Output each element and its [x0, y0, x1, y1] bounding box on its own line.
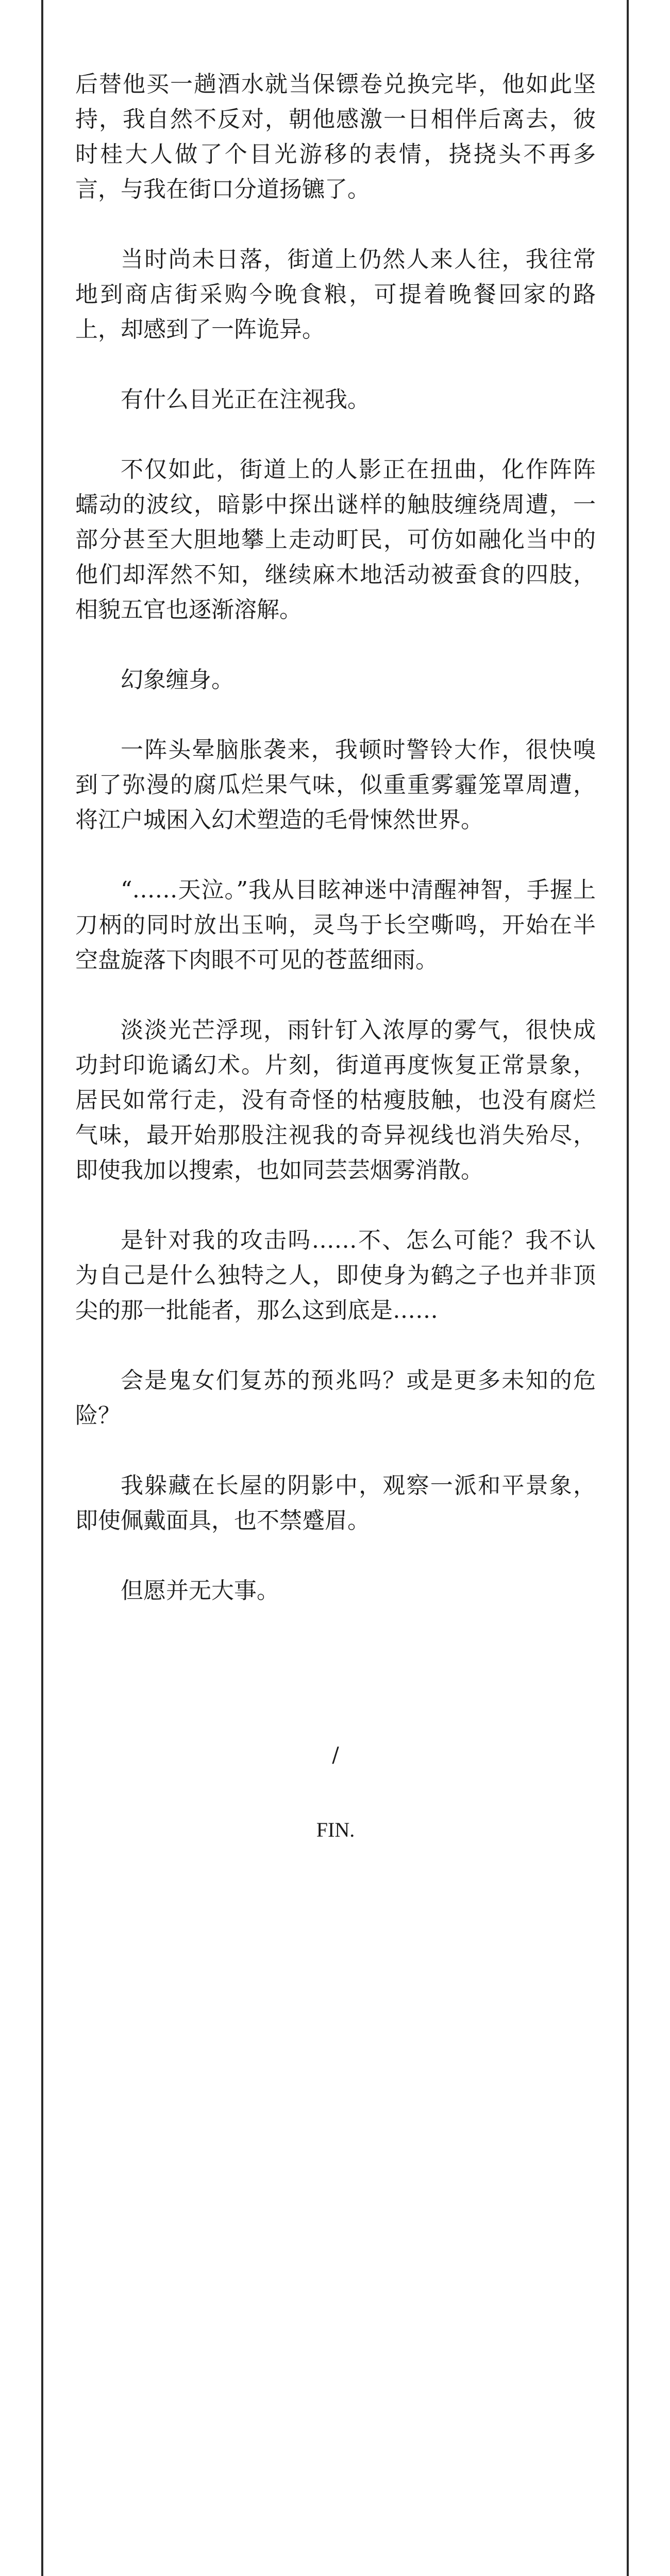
paragraph: 是针对我的攻击吗……不、怎么可能？我不认为自己是什么独特之人，即使身为鹤之子也并非顶尖的那一批能者，那么这到底是…… — [75, 1227, 596, 1324]
paragraph: 会是鬼女们复苏的预兆吗？或是更多未知的危险？ — [75, 1367, 596, 1429]
paragraph: 但愿并无大事。 — [121, 1578, 279, 1604]
paragraph: 一阵头晕脑胀袭来，我顿时警铃大作，很快嗅到了弥漫的腐瓜烂果气味，似重重雾霾笼罩周遭，将江户城困入幻术塑造的毛骨悚然世界。 — [75, 737, 596, 833]
paragraph: 当时尚未日落，街道上仍然人来人往，我往常地到商店街采购今晚食粮，可提着晚餐回家的路上，却感到了一阵诡异。 — [75, 246, 596, 343]
paragraph: “……天泣。”我从目眩神迷中清醒神智，手握上刀柄的同时放出玉响，灵鸟于长空嘶鸣，开始在半空盘旋落下肉眼不可见的苍蓝细雨。 — [75, 877, 596, 973]
story-body — [75, 67, 596, 1845]
paragraph: 我躲藏在长屋的阴影中，观察一派和平景象，即使佩戴面具，也不禁蹙眉。 — [75, 1472, 596, 1534]
paragraph: 有什么目光正在注视我。 — [121, 386, 370, 413]
paragraph: 不仅如此，街道上的人影正在扭曲，化作阵阵蠕动的波纹，暗影中探出谜样的触肢缠绕周遭，一部分甚至大胆地攀上走动町民，可仿如融化当中的他们却浑然不知，继续麻木地活动被蚕食的四肢，相貌五官也逐渐溶解。 — [75, 456, 596, 623]
paragraph: 后替他买一趟酒水就当保镖卷兑换完毕，他如此坚持，我自然不反对，朝他感激一日相伴后离去，彼时桂大人做了个目光游移的表情，挠挠头不再多言，与我在街口分道扬镳了。 — [75, 71, 596, 202]
end-mark: FIN. — [316, 1818, 355, 1841]
section-separator: / — [332, 1743, 339, 1767]
left-border-line — [41, 0, 43, 2576]
paragraph: 幻象缠身。 — [121, 667, 234, 693]
paragraph: 淡淡光芒浮现，雨针钉入浓厚的雾气，很快成功封印诡谲幻术。片刻，街道再度恢复正常景象，居民如常行走，没有奇怪的枯瘦肢触，也没有腐烂气味，最开始那股注视我的奇异视线也消失殆尽，即使我加以搜索，也如同芸芸烟雾消散。 — [75, 1017, 596, 1183]
right-border-line — [627, 0, 629, 2576]
